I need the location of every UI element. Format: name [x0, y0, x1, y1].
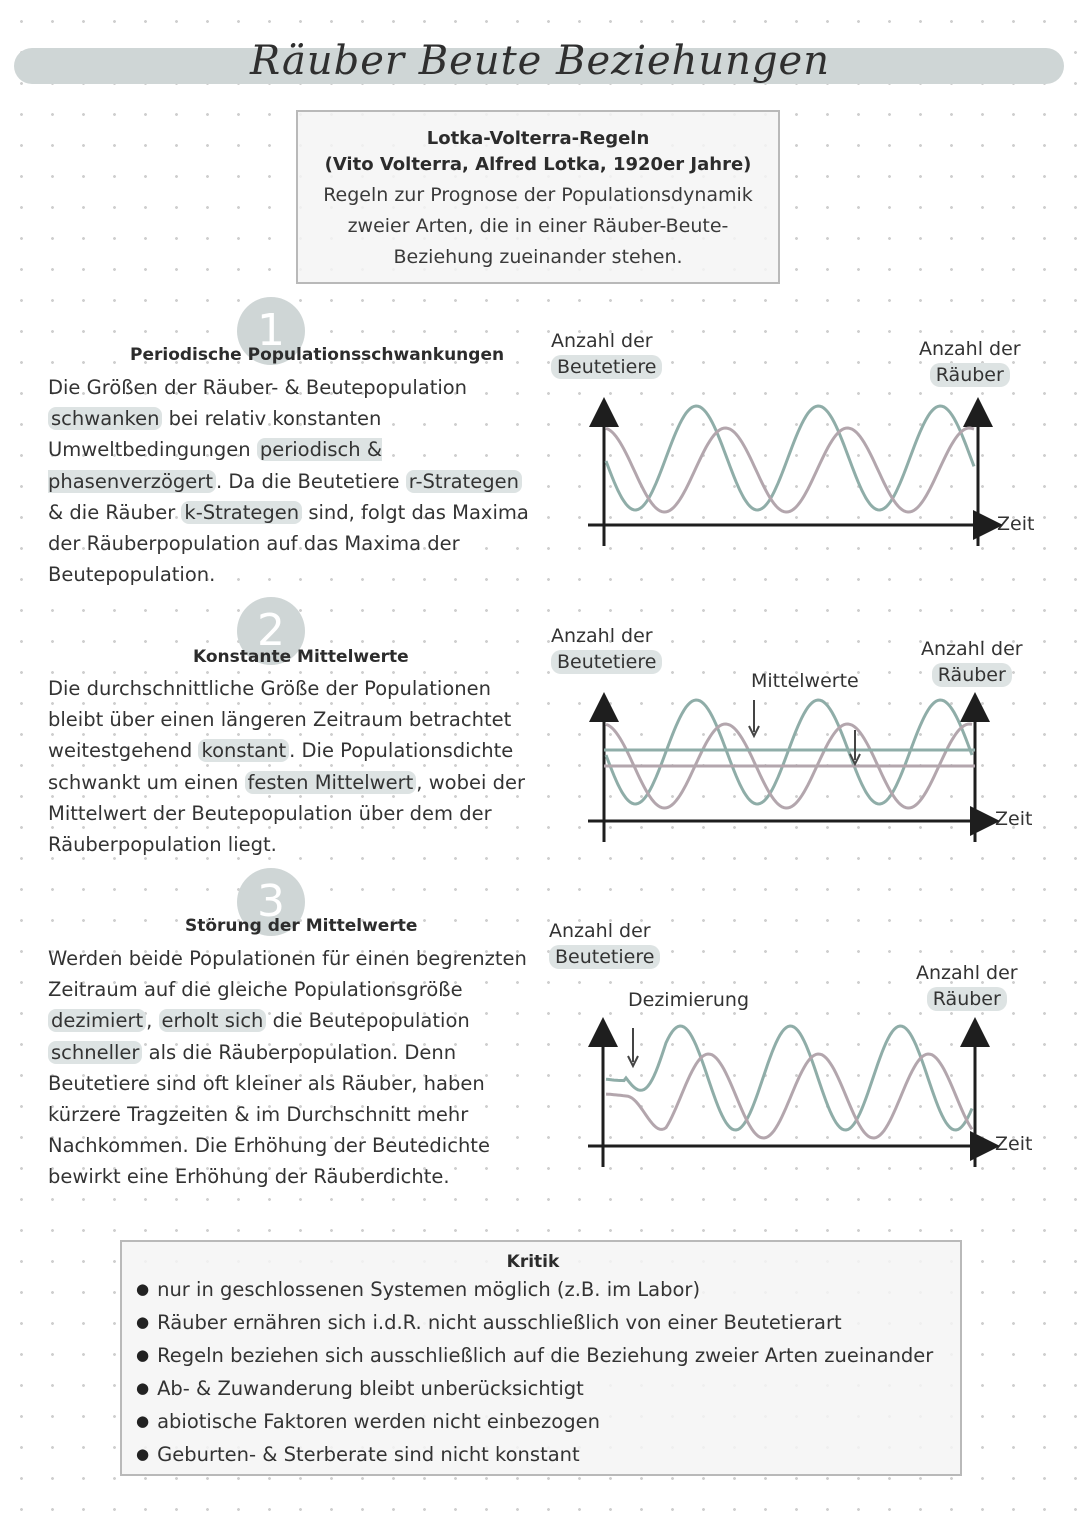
chart3-predator-label: Anzahl der Räuber: [916, 962, 1018, 1010]
chart3-predator-curve: [606, 1054, 972, 1138]
section-heading-1: Periodische Populationsschwankungen: [130, 345, 505, 365]
critique-item: ● Geburten- & Sterberate sind nicht konstant: [136, 1439, 960, 1472]
chart1-predator-label: Anzahl der Räuber: [919, 338, 1021, 386]
highlighted-term: dezimiert: [48, 1009, 146, 1032]
section-number-2: 2: [237, 597, 305, 665]
highlighted-term: schwanken: [48, 407, 162, 430]
chart3-prey-curve: [606, 1026, 972, 1130]
highlighted-term: schneller: [48, 1041, 142, 1064]
critique-title: Kritik: [506, 1252, 560, 1272]
section-text-1: Die Größen der Räuber- & Beutepopulation schwanken bei relativ konstanten Umweltbedingungen periodisch & phasenverzögert . Da die Beutetiere r-Strategen & die Räuber k-Strategen sind, folgt das Maxima der Räuberpopulation auf das Maxima der Beutepopulation.: [48, 376, 529, 587]
critique-item: ● Ab- & Zuwanderung bleibt unberücksichtigt: [136, 1373, 960, 1406]
chart2-prey-label: Anzahl der Beutetiere: [551, 625, 662, 673]
highlighted-term: periodisch & phasenverzögert: [48, 438, 383, 493]
section-text-2: Die durchschnittliche Größe der Populationen bleibt über einen längeren Zeitraum betrachtet weitestgehend konstant . Die Populationsdichte schwankt um einen festen Mittelwert , wobei der Mittelwert der Beutepopulation über dem der Räuberpopulation liegt.: [48, 677, 525, 857]
chart2-prey-curve: [606, 700, 972, 804]
chart1-prey-curve: [606, 406, 974, 510]
intro-text: Regeln zur Prognose der Populationsdynamik zweier Arten, die in einer Räuber-Beute-Beziehung zueinander stehen.: [323, 184, 753, 268]
critique-item: ● abiotische Faktoren werden nicht einbezogen: [136, 1406, 960, 1439]
intro-subheading: (Vito Volterra, Alfred Lotka, 1920er Jahre): [324, 154, 752, 175]
section-number-1: 1: [237, 297, 305, 365]
highlighted-term: erholt sich: [159, 1009, 267, 1032]
chart2-x-label: Zeit: [995, 808, 1033, 830]
critique-item: ● Räuber ernähren sich i.d.R. nicht ausschließlich von einer Beutetierart: [136, 1307, 960, 1340]
critique-item: ● nur in geschlossenen Systemen möglich (z.B. im Labor): [136, 1274, 960, 1307]
highlighted-term: festen Mittelwert: [245, 771, 417, 794]
chart2-predator-label: Anzahl der Räuber: [921, 638, 1023, 686]
section-text-3: Werden beide Populationen für einen begrenzten Zeitraum auf die gleiche Populationsgröße dezimiert , erholt sich die Beutepopulation schneller als die Räuberpopulation. Denn Beutetiere sind oft kleiner als Räuber, haben kürzere Tragzeiten & im Durchschnitt mehr Nachkommen. Die Erhöhung der Beutedichte bewirkt eine Erhöhung der Räuberdichte.: [48, 947, 527, 1189]
intro-heading: Lotka-Volterra-Regeln: [426, 128, 650, 149]
chart3-decimation-label: Dezimierung: [628, 989, 750, 1011]
chart1-prey-label: Anzahl der Beutetiere: [551, 330, 662, 378]
chart1-x-label: Zeit: [997, 513, 1035, 535]
section-heading-3: Störung der Mittelwerte: [185, 916, 418, 936]
section-number-3: 3: [237, 868, 305, 936]
critique-list: [136, 1274, 960, 1472]
page-title: Räuber Beute Beziehungen: [250, 38, 830, 84]
chart2-mean-label: Mittelwerte: [751, 670, 859, 692]
highlighted-term: r-Strategen: [406, 470, 522, 493]
chart3-x-label: Zeit: [995, 1133, 1033, 1155]
highlighted-term: k-Strategen: [181, 501, 302, 524]
section-heading-2: Konstante Mittelwerte: [193, 647, 409, 667]
highlighted-term: konstant: [198, 739, 289, 762]
critique-box: [120, 1240, 962, 1476]
critique-item: ● Regeln beziehen sich ausschließlich auf die Beziehung zweier Arten zueinander: [136, 1340, 960, 1373]
chart3-prey-label: Anzahl der Beutetiere: [549, 920, 660, 968]
